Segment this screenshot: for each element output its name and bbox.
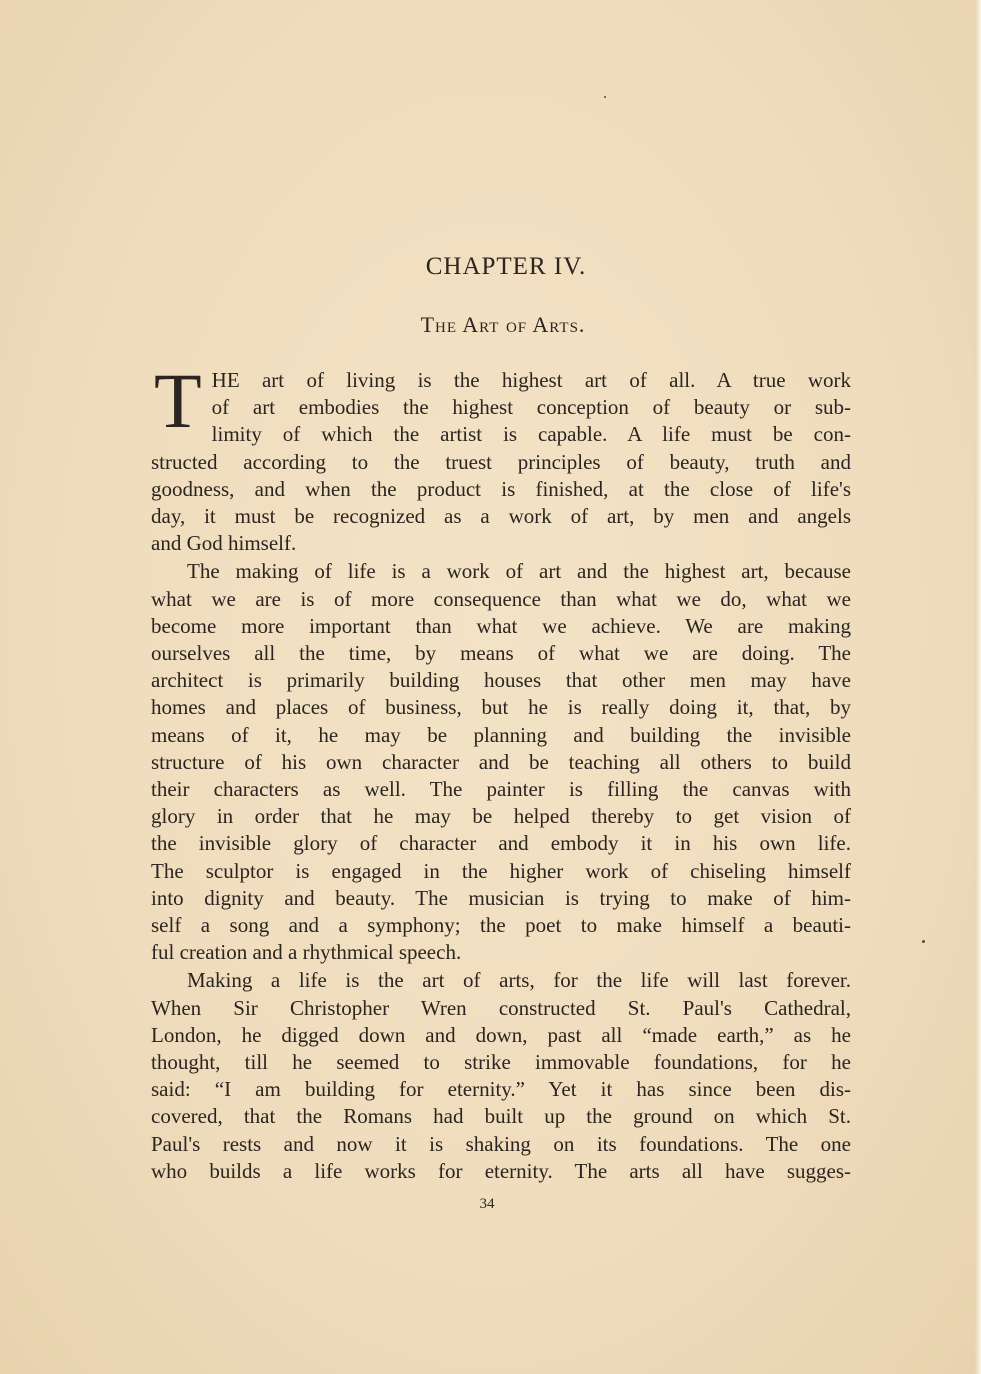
text-line: The making of life is a work of art and the highest art, because (187, 559, 851, 584)
page-edge (975, 0, 981, 1374)
text-line: become more important than what we achieve. We are making (151, 613, 851, 638)
text-line: structed according to the truest principles of beauty, truth and (151, 449, 851, 474)
paper-speck (604, 96, 606, 98)
paragraph-3 (151, 967, 851, 1185)
text-line: their characters as well. The painter is filling the canvas with (151, 777, 851, 802)
text-line: Making a life is the art of arts, for the life will last forever. (187, 968, 851, 993)
text-line: ourselves all the time, by means of what we are doing. The (151, 641, 851, 666)
text-line: The sculptor is engaged in the higher work of chiseling himself (151, 858, 851, 883)
paragraph-2 (151, 558, 851, 966)
text-line: glory in order that he may be helped thereby to get vision of (151, 804, 851, 829)
paragraph-1 (151, 357, 851, 557)
text-line: ful creation and a rhythmical speech. (151, 940, 462, 965)
text-line: London, he digged down and down, past all “made earth,” as he (151, 1022, 851, 1047)
text-line: goodness, and when the product is finished, at the close of life's (151, 476, 851, 501)
body-text (151, 357, 851, 1185)
text-line: means of it, he may be planning and building the invisible (151, 722, 851, 747)
text-line: what we are is of more consequence than what we do, what we (151, 586, 851, 611)
text-line: structure of his own character and be teaching all others to build (151, 749, 851, 774)
text-line: day, it must be recognized as a work of art, by men and angels (151, 504, 851, 529)
text-line: limity of which the artist is capable. A life must be con- (211, 422, 851, 447)
text-line: HE art of living is the highest art of all. A true work (211, 368, 851, 392)
text-line: who builds a life works for eternity. The arts all have sugges- (151, 1158, 851, 1183)
text-line: of art embodies the highest conception of beauty or sub- (211, 395, 851, 420)
text-line: said: “I am building for eternity.” Yet it has since been dis- (151, 1077, 851, 1102)
text-line: When Sir Christopher Wren constructed St. Paul's Cathedral, (151, 995, 851, 1020)
paper-speck (922, 940, 925, 943)
chapter-heading: CHAPTER IV. (425, 253, 587, 280)
text-line: Paul's rests and now it is shaking on its foundations. The one (151, 1131, 851, 1156)
page-number: 34 (479, 1196, 495, 1212)
text-line: covered, that the Romans had built up the ground on which St. (151, 1104, 851, 1129)
text-line: and God himself. (151, 531, 297, 556)
text-line: homes and places of business, but he is really doing it, that, by (151, 695, 851, 720)
chapter-title: The Art of Arts. (420, 312, 586, 337)
text-line: architect is primarily building houses that other men may have (151, 668, 851, 693)
text-line: the invisible glory of character and embody it in his own life. (151, 831, 851, 856)
text-line: thought, till he seemed to strike immovable foundations, for he (151, 1050, 851, 1075)
drop-cap: T (154, 357, 202, 444)
text-line: self a song and a symphony; the poet to make himself a beauti- (151, 913, 851, 938)
text-line: into dignity and beauty. The musician is trying to make of him- (151, 885, 851, 910)
